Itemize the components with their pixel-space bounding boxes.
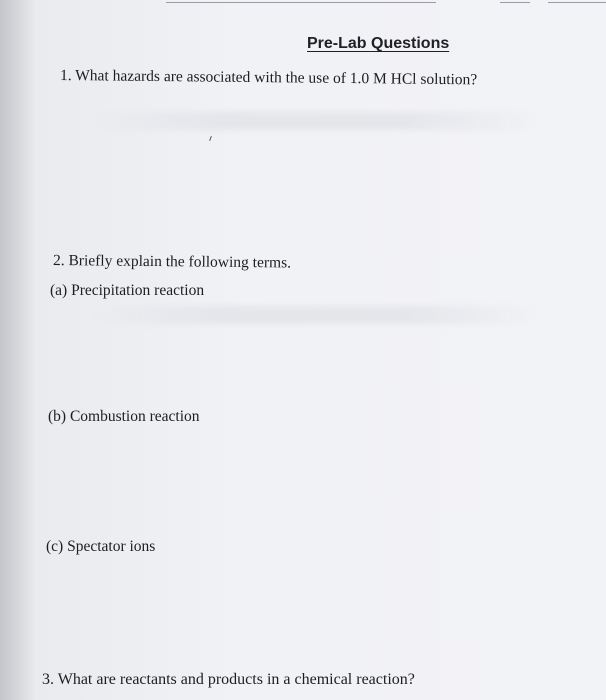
question-2a: (a) Precipitation reaction: [50, 282, 205, 299]
question-3: 3. What are reactants and products in a chemical reaction?: [42, 671, 415, 688]
question-2b: (b) Combustion reaction: [48, 408, 200, 425]
page-title: Pre-Lab Questions: [307, 35, 450, 52]
reverse-side-bleed: [90, 112, 540, 130]
question-2: 2. Briefly explain the following terms.: [52, 252, 292, 272]
top-rule-line: [166, 2, 436, 3]
question-1: 1. What hazards are associated with the use of 1.0 M HCl solution?: [59, 67, 478, 89]
top-rule-line: [500, 2, 530, 3]
stray-pen-mark: [209, 136, 212, 141]
reverse-side-bleed: [90, 306, 540, 324]
top-rule-line: [548, 2, 606, 3]
page-edge-shadow: [0, 0, 34, 700]
question-2c: (c) Spectator ions: [46, 538, 156, 555]
